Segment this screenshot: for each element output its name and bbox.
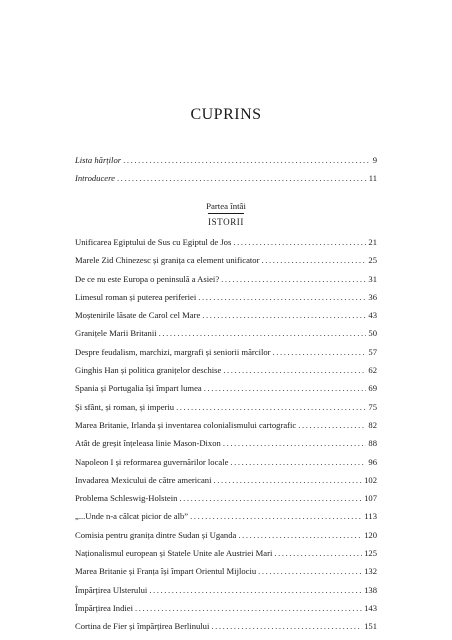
- toc-entry-page-number: 82: [368, 419, 377, 430]
- toc-entry[interactable]: [75, 383, 377, 401]
- toc-entry-title: Unificarea Egiptului de Sus cu Egiptul de Jos: [75, 237, 232, 247]
- toc-entry[interactable]: [75, 420, 377, 438]
- toc-entry-page-number: 25: [368, 255, 377, 266]
- dot-leader: [198, 292, 366, 302]
- toc-entry-title: Împărțirea Indiei: [75, 602, 133, 613]
- dot-leader: [202, 310, 366, 320]
- toc-entry-page-number: 143: [364, 602, 377, 613]
- dot-leader: [159, 328, 367, 338]
- dot-leader: [204, 383, 367, 393]
- dot-leader: [233, 237, 366, 247]
- dot-leader: [238, 530, 362, 540]
- toc-entry-page-number: 88: [368, 438, 377, 449]
- dot-leader: [179, 493, 362, 503]
- dot-leader: [261, 255, 366, 265]
- toc-entry[interactable]: [75, 274, 377, 292]
- dot-leader: [274, 548, 362, 558]
- toc-entry[interactable]: [75, 530, 377, 548]
- dot-leader: [149, 585, 362, 595]
- dot-leader: [123, 155, 371, 165]
- toc-entry[interactable]: [75, 457, 377, 475]
- toc-entry-page-number: 113: [364, 511, 377, 522]
- toc-entry-page-number: 69: [368, 383, 377, 394]
- dot-leader: [258, 566, 362, 576]
- dot-leader: [135, 603, 362, 613]
- toc-entry-page-number: 96: [368, 456, 377, 467]
- front-matter-list: [75, 155, 377, 192]
- toc-entry[interactable]: [75, 292, 377, 310]
- toc-entry-title: Cortina de Fier și împărțirea Berlinului: [75, 621, 210, 632]
- dot-leader: [213, 475, 362, 485]
- toc-entry-page-number: 132: [364, 566, 377, 577]
- dot-leader: [273, 347, 367, 357]
- toc-entry-page-number: 50: [368, 328, 377, 339]
- toc-entry[interactable]: [75, 511, 377, 529]
- toc-entry-page-number: 102: [364, 474, 377, 485]
- toc-entry[interactable]: [75, 328, 377, 346]
- toc-entry-title: Granițele Marii Britanii: [75, 328, 157, 339]
- part-subtitle: ISTORII: [208, 213, 244, 228]
- toc-entry-title: Marea Britanie și Franța își împart Orientul Mijlociu: [75, 566, 257, 577]
- toc-entry-title: Moștenirile lăsate de Carol cel Mare: [75, 310, 201, 321]
- toc-entry-page-number: 11: [368, 173, 377, 184]
- toc-entry[interactable]: [75, 585, 377, 603]
- toc-entry-title: Limesul roman și puterea periferiei: [75, 291, 197, 302]
- toc-entry-title: Naționalismul european și Statele Unite ale Austriei Mari: [75, 548, 273, 559]
- toc-entry-page-number: 21: [368, 237, 377, 247]
- toc-entry-title: Spania și Portugalia își împart lumea: [75, 383, 202, 394]
- toc-entry-title: „...Unde n-a călcat picior de alb”: [75, 511, 189, 522]
- toc-entry[interactable]: [75, 438, 377, 456]
- toc-entry-page-number: 151: [364, 621, 377, 632]
- toc-entry[interactable]: [75, 155, 377, 173]
- toc-entry-title: Napoleon I și reformarea guvernărilor locale: [75, 456, 229, 467]
- toc-entry[interactable]: [75, 173, 377, 191]
- toc-entry[interactable]: [75, 255, 377, 273]
- dot-leader: [176, 402, 366, 412]
- toc-entry-title: Invadarea Mexicului de către americani: [75, 474, 212, 485]
- toc-entry[interactable]: [75, 237, 377, 255]
- toc-entry-page-number: 43: [368, 310, 377, 321]
- toc-entry-title: Și sfânt, și roman, și imperiu: [75, 401, 175, 412]
- toc-entry-title: Ginghis Han și politica granițelor deschise: [75, 365, 222, 376]
- toc-entry-page-number: 9: [372, 155, 377, 165]
- toc-entry[interactable]: [75, 402, 377, 420]
- toc-entry-title: Lista hărților: [75, 155, 122, 165]
- dot-leader: [223, 438, 367, 448]
- toc-entry-page-number: 120: [364, 529, 377, 540]
- toc-entry-page-number: 62: [368, 365, 377, 376]
- toc-entry-title: De ce nu este Europa o peninsulă a Asiei?: [75, 273, 220, 284]
- toc-entry-page-number: 138: [364, 584, 377, 595]
- toc-entry-title: Comisia pentru granița dintre Sudan și Uganda: [75, 529, 237, 540]
- dot-leader: [211, 621, 362, 631]
- toc-entry[interactable]: [75, 493, 377, 511]
- dot-leader: [223, 365, 366, 375]
- toc-entry-page-number: 125: [364, 548, 377, 559]
- toc-entry-title: Despre feudalism, marchizi, margrafi și seniorii mărcilor: [75, 346, 271, 357]
- part-heading: [0, 200, 452, 230]
- toc-entry[interactable]: [75, 347, 377, 365]
- toc-entry-title: Introducere: [75, 173, 115, 184]
- toc-entry[interactable]: [75, 548, 377, 566]
- toc-entry-title: Atât de greșit înțeleasa linie Mason-Dixon: [75, 438, 221, 449]
- dot-leader: [117, 173, 367, 183]
- toc-entry-page-number: 75: [368, 401, 377, 412]
- dot-leader: [190, 511, 362, 521]
- toc-entry-title: Problema Schleswig-Holstein: [75, 493, 178, 504]
- toc-entry[interactable]: [75, 603, 377, 621]
- toc-entry[interactable]: [75, 365, 377, 383]
- toc-entry-page-number: 31: [368, 273, 377, 284]
- toc-entry-page-number: 36: [368, 291, 377, 302]
- toc-entries-list: [75, 237, 377, 640]
- toc-entry-title: Împărțirea Ulsterului: [75, 584, 148, 595]
- toc-entry[interactable]: [75, 621, 377, 639]
- part-label: Partea întâi: [206, 201, 246, 211]
- dot-leader: [298, 420, 366, 430]
- toc-entry-title: Marele Zid Chinezesc și granița ca element unificator: [75, 255, 260, 266]
- toc-entry-page-number: 107: [364, 493, 377, 504]
- toc-entry-page-number: 57: [368, 346, 377, 357]
- dot-leader: [221, 274, 366, 284]
- toc-entry[interactable]: [75, 310, 377, 328]
- toc-entry[interactable]: [75, 566, 377, 584]
- page-title: CUPRINS: [190, 106, 262, 123]
- toc-entry-title: Marea Britanie, Irlanda și inventarea colonialismului cartografic: [75, 419, 297, 430]
- dot-leader: [230, 457, 366, 467]
- toc-entry[interactable]: [75, 475, 377, 493]
